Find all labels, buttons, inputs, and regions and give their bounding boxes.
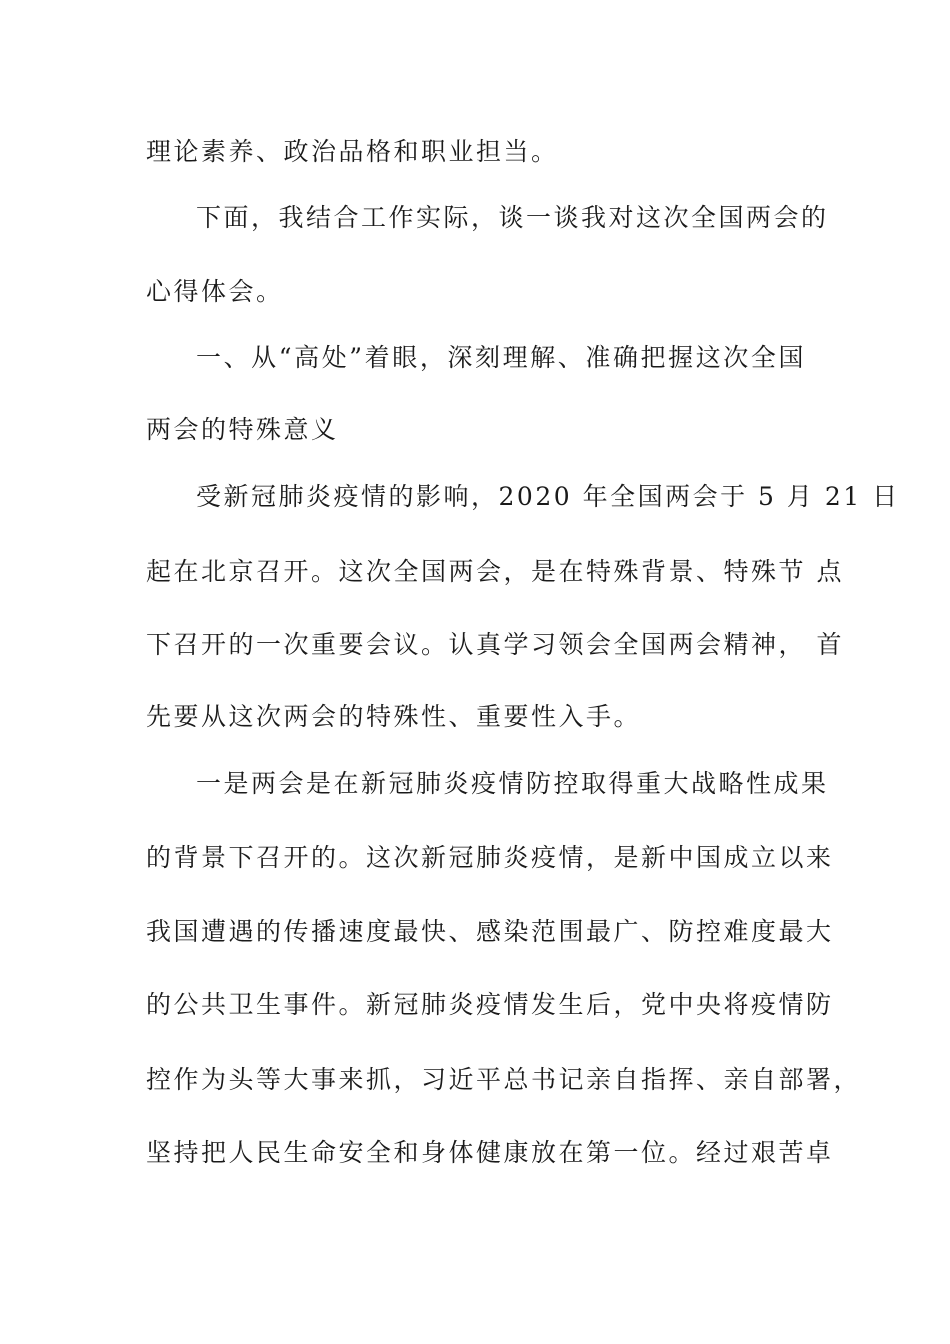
text-line-15: 坚持把人民生命安全和身体健康放在第一位。经过艰苦卓 bbox=[146, 1138, 834, 1167]
text-line-12: 我国遭遇的传播速度最快、感染范围最广、防控难度最大 bbox=[146, 917, 834, 946]
text-line-14: 控作为头等大事来抓，习近平总书记亲自指挥、亲自部署， bbox=[146, 1065, 862, 1094]
text-line-8: 下召开的一次重要会议。认真学习领会全国两会精神， 首 bbox=[146, 630, 844, 659]
section-heading-line-2: 两会的特殊意义 bbox=[146, 415, 339, 444]
text-line-2: 下面，我结合工作实际，谈一谈我对这次全国两会的 bbox=[196, 203, 829, 232]
text-line-13: 的公共卫生事件。新冠肺炎疫情发生后，党中央将疫情防 bbox=[146, 990, 834, 1019]
text-line-9: 先要从这次两会的特殊性、重要性入手。 bbox=[146, 702, 642, 731]
text-line-10: 一是两会是在新冠肺炎疫情防控取得重大战略性成果 bbox=[196, 769, 829, 798]
text-line-11: 的背景下召开的。这次新冠肺炎疫情，是新中国成立以来 bbox=[146, 843, 834, 872]
text-line-3: 心得体会。 bbox=[146, 277, 284, 306]
text-line-1: 理论素养、政治品格和职业担当。 bbox=[146, 137, 559, 166]
text-line-6: 受新冠肺炎疫情的影响，2020 年全国两会于 5 月 21 日 bbox=[196, 482, 900, 511]
section-heading-line-1: 一、从“高处”着眼，深刻理解、准确把握这次全国 bbox=[196, 343, 806, 372]
text-line-7: 起在北京召开。这次全国两会，是在特殊背景、特殊节 点 bbox=[146, 557, 844, 586]
